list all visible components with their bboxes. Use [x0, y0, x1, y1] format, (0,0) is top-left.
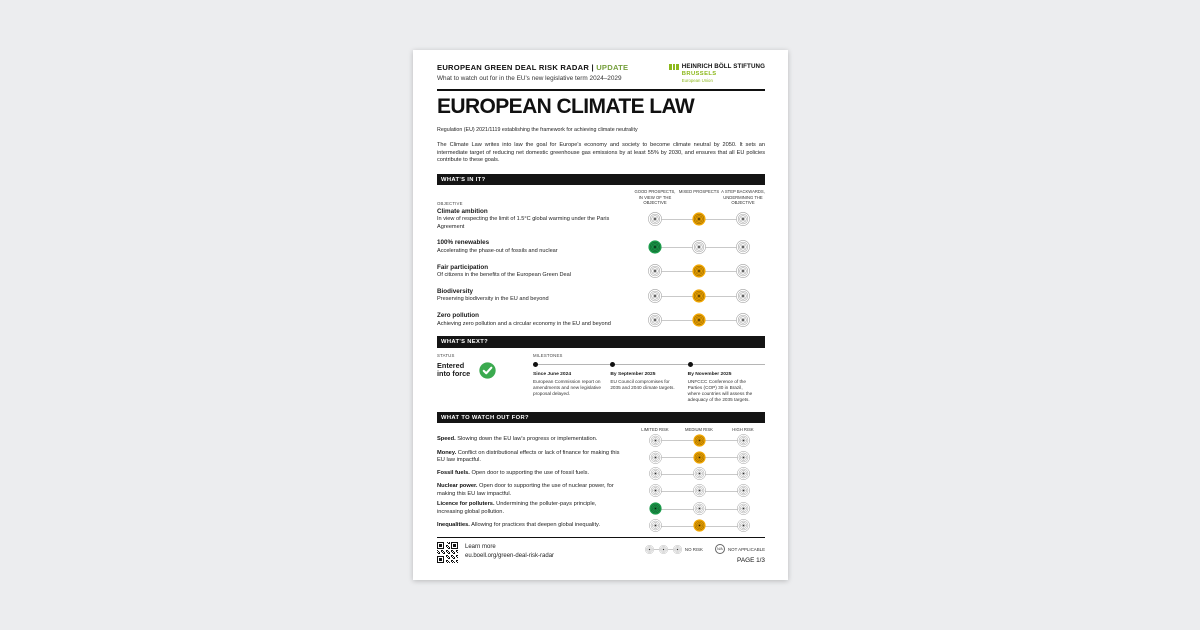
col-head-good: GOOD PROSPECTS, IN VIEW OF THE OBJECTIVE — [634, 189, 676, 206]
rating-cell — [677, 289, 721, 303]
rating-cell — [633, 240, 677, 254]
selected-rating-icon — [648, 240, 662, 254]
milestone-text: EU Council compromises for 2035 and 2040 climate targets. — [610, 378, 675, 390]
rating-scale — [633, 264, 765, 278]
rating-icon — [736, 240, 750, 254]
rating-icon — [693, 467, 706, 480]
rating-scale — [633, 289, 765, 303]
rating-icon — [673, 545, 682, 554]
col-head-medium: MEDIUM RISK — [685, 427, 713, 433]
rating-cell — [721, 434, 765, 447]
section-whats-next: WHAT'S NEXT? — [437, 336, 765, 348]
hbs-logo — [669, 63, 765, 83]
rating-cell — [633, 289, 677, 303]
rating-icon — [692, 240, 706, 254]
risk-title: Nuclear power. — [437, 483, 478, 490]
status-label: STATUS — [437, 352, 455, 358]
document-footer — [437, 537, 765, 564]
col-head-limited: LIMITED RISK — [641, 427, 669, 433]
objective-desc: Of citizens in the benefits of the European Green Deal — [437, 272, 572, 279]
rating-icon — [649, 434, 662, 447]
selected-rating-icon — [692, 264, 706, 278]
risk-text: Speed. Slowing down the EU law's progress or implementation. — [437, 436, 598, 443]
rating-icon — [736, 313, 750, 327]
risk-text: Fossil fuels. Open door to supporting the use of fossil fuels. — [437, 470, 590, 477]
rating-icon — [737, 434, 750, 447]
no-risk-legend — [645, 545, 703, 554]
rating-icon — [736, 212, 750, 226]
rating-icon — [737, 519, 750, 532]
milestone-date: Since June 2024 — [533, 371, 572, 377]
selected-rating-icon — [692, 313, 706, 327]
milestones-label: MILESTONES — [533, 352, 563, 358]
risk-row — [437, 483, 765, 498]
rating-scale — [633, 519, 765, 532]
rating-cell — [721, 502, 765, 515]
not-applicable-label: NOT APPLICABLE — [727, 546, 765, 552]
rating-cell — [677, 484, 721, 497]
objectives-header — [437, 189, 765, 205]
header-titles — [437, 63, 628, 82]
objective-text — [437, 264, 633, 280]
risk-row — [437, 467, 765, 480]
risks-table — [437, 434, 765, 532]
selected-rating-icon — [692, 289, 706, 303]
rating-scale — [633, 451, 765, 464]
rating-cell — [633, 264, 677, 278]
section-whats-in-it: WHAT'S IN IT? — [437, 174, 765, 186]
objective-title: Biodiversity — [437, 287, 474, 295]
risk-row — [437, 450, 765, 465]
rating-cell — [633, 484, 677, 497]
risk-row — [437, 434, 765, 447]
risk-text: Money. Conflict on distributional effects or lack of finance for making this EU law impactful. — [437, 449, 620, 464]
risk-text: Licence for polluters. Undermining the polluter-pays principle, increasing global pollution. — [437, 501, 597, 515]
rating-cell — [721, 264, 765, 278]
timeline-columns — [533, 362, 765, 404]
objective-text — [437, 312, 633, 328]
objective-title: Fair participation — [437, 263, 489, 271]
rating-cell — [721, 519, 765, 532]
rating-icon — [648, 212, 662, 226]
risk-title: Money. — [437, 449, 457, 456]
milestone-dot — [533, 362, 538, 367]
objective-title: Climate ambition — [437, 207, 488, 215]
objective-title: 100% renewables — [437, 239, 490, 247]
objective-text — [437, 208, 633, 231]
rating-icon — [737, 451, 750, 464]
rating-icon — [649, 451, 662, 464]
risk-header — [437, 427, 765, 432]
status-check-icon — [479, 362, 496, 379]
not-applicable-legend — [715, 544, 765, 554]
objective-desc: Achieving zero pollution and a circular economy in the EU and beyond — [437, 320, 611, 327]
risk-column-headers — [633, 427, 765, 432]
learn-more-url[interactable]: eu.boell.org/green-deal-risk-radar — [465, 553, 555, 560]
objective-desc: Accelerating the phase-out of fossils and nuclear — [437, 247, 558, 254]
rating-scale — [633, 467, 765, 480]
status-block — [437, 353, 533, 404]
logo-city: BRUSSELS — [681, 71, 717, 78]
rating-icon — [648, 289, 662, 303]
rating-cell — [633, 212, 677, 226]
hbs-logo-text — [682, 63, 765, 83]
rating-scale — [633, 313, 765, 327]
rating-cell — [721, 289, 765, 303]
rating-cell — [633, 519, 677, 532]
rating-icon — [737, 484, 750, 497]
milestone-date: By November 2025 — [687, 371, 732, 377]
selected-rating-icon — [649, 502, 662, 515]
rating-icon — [649, 519, 662, 532]
na-icon: N/A — [715, 544, 725, 554]
objective-row — [437, 264, 765, 280]
objective-row — [437, 288, 765, 304]
milestone-dot — [688, 362, 693, 367]
rating-icon — [648, 313, 662, 327]
rating-column-headers — [633, 189, 765, 205]
milestone-1 — [533, 362, 610, 404]
rating-cell — [677, 451, 721, 464]
rating-icon — [736, 289, 750, 303]
no-risk-icons — [645, 545, 682, 554]
rating-icon — [648, 264, 662, 278]
rating-cell — [721, 467, 765, 480]
milestones-block — [533, 353, 765, 404]
risk-title: Inequalities. — [437, 521, 470, 528]
document-subtitle: What to watch out for in the EU's new legislative term 2024–2029 — [437, 74, 622, 82]
rating-cell — [677, 519, 721, 532]
rating-scale — [633, 212, 765, 226]
rating-cell — [677, 240, 721, 254]
hbs-logo-icon — [669, 64, 679, 83]
objective-row — [437, 312, 765, 328]
kicker-main: EUROPEAN GREEN DEAL RISK RADAR — [437, 63, 590, 72]
milestone-text: European Commission report on amendments and new legislative proposal delayed. — [533, 378, 602, 397]
status-value: Entered into force — [437, 361, 471, 379]
document-header — [437, 63, 765, 83]
learn-more-block — [465, 542, 554, 562]
no-risk-label: NO RISK — [684, 546, 703, 552]
page-title: EUROPEAN CLIMATE LAW — [437, 95, 695, 119]
status-line — [437, 362, 533, 379]
rating-cell — [677, 264, 721, 278]
selected-rating-icon — [693, 451, 706, 464]
kicker-update: UPDATE — [596, 63, 629, 72]
rating-icon — [693, 484, 706, 497]
milestone-date: By September 2025 — [610, 371, 656, 377]
rating-cell — [633, 313, 677, 327]
risk-text: Nuclear power. Open door to supporting the use of nuclear power, for making this EU law impactful. — [437, 483, 614, 497]
selected-rating-icon — [693, 519, 706, 532]
col-head-mixed: MIXED PROSPECTS — [678, 189, 720, 195]
rating-icon — [737, 502, 750, 515]
objective-desc: Preserving biodiversity in the EU and beyond — [437, 296, 549, 303]
header-divider — [437, 89, 765, 91]
objective-row — [437, 208, 765, 231]
col-head-backwards: A STEP BACKWARDS, UNDERMINING THE OBJECTIVE — [721, 189, 765, 206]
timeline — [533, 362, 765, 404]
rating-icon — [737, 467, 750, 480]
objective-desc: In view of respecting the limit of 1.5°C global warming under the Paris Agreement — [437, 216, 610, 230]
law-description: The Climate Law writes into law the goal for Europe's economy and society to become climate neutral by 2050. It sets an intermediate target of reducing net domestic greenhouse gas emissions by at least 55% by 2030, and ensures that all EU policies contribute to these goals. — [437, 142, 765, 164]
rating-cell — [633, 467, 677, 480]
risk-title: Speed. — [437, 436, 456, 443]
rating-scale — [633, 434, 765, 447]
rating-icon — [693, 502, 706, 515]
legend — [645, 542, 765, 564]
rating-icon — [649, 467, 662, 480]
rating-cell — [721, 212, 765, 226]
rating-cell — [677, 502, 721, 515]
selected-rating-icon — [693, 434, 706, 447]
document-page — [413, 50, 788, 580]
risk-row — [437, 519, 765, 532]
rating-icon — [645, 545, 654, 554]
rating-cell — [677, 313, 721, 327]
milestone-dot — [610, 362, 615, 367]
logo-eu-line: European Union — [681, 78, 713, 84]
rating-cell — [721, 484, 765, 497]
objective-text — [437, 239, 633, 255]
rating-cell — [721, 240, 765, 254]
rating-cell — [677, 212, 721, 226]
risk-title: Fossil fuels. — [437, 470, 470, 477]
logo-name: HEINRICH BÖLL STIFTUNG — [681, 63, 765, 70]
rating-cell — [633, 502, 677, 515]
objectives-table — [437, 208, 765, 328]
rating-cell — [633, 434, 677, 447]
selected-rating-icon — [692, 212, 706, 226]
risk-text: Inequalities. Allowing for practices that deepen global inequality. — [437, 521, 601, 528]
rating-cell — [721, 451, 765, 464]
risk-row — [437, 501, 765, 516]
milestone-2 — [610, 362, 687, 404]
rating-icon — [736, 264, 750, 278]
objective-column-label: OBJECTIVE — [437, 200, 463, 206]
section-watch-out: WHAT TO WATCH OUT FOR? — [437, 412, 765, 424]
rating-icon — [659, 545, 668, 554]
rating-scale — [633, 502, 765, 515]
learn-more-label: Learn more — [465, 544, 496, 551]
qr-code — [437, 542, 458, 563]
objective-text — [437, 288, 633, 304]
legend-row — [645, 544, 765, 554]
rating-cell — [677, 467, 721, 480]
rating-cell — [633, 451, 677, 464]
rating-scale — [633, 240, 765, 254]
milestone-text: UNFCCC Conference of the Parties (COP) 30 in Brazil, where countries will assess the adequacy of the 2035 targets. — [687, 378, 753, 403]
kicker — [437, 63, 628, 72]
rating-cell — [677, 434, 721, 447]
rating-scale — [633, 484, 765, 497]
page-number: PAGE 1/3 — [737, 557, 765, 565]
kicker-separator: | — [591, 63, 594, 72]
col-head-high: HIGH RISK — [732, 427, 754, 433]
rating-cell — [721, 313, 765, 327]
regulation-reference: Regulation (EU) 2021/1119 establishing the framework for achieving climate neutrality — [437, 127, 638, 134]
milestone-3 — [688, 362, 765, 404]
risk-title: Licence for polluters. — [437, 501, 495, 508]
status-and-milestones — [437, 353, 765, 404]
objective-row — [437, 239, 765, 255]
rating-icon — [649, 484, 662, 497]
objective-title: Zero pollution — [437, 312, 479, 320]
